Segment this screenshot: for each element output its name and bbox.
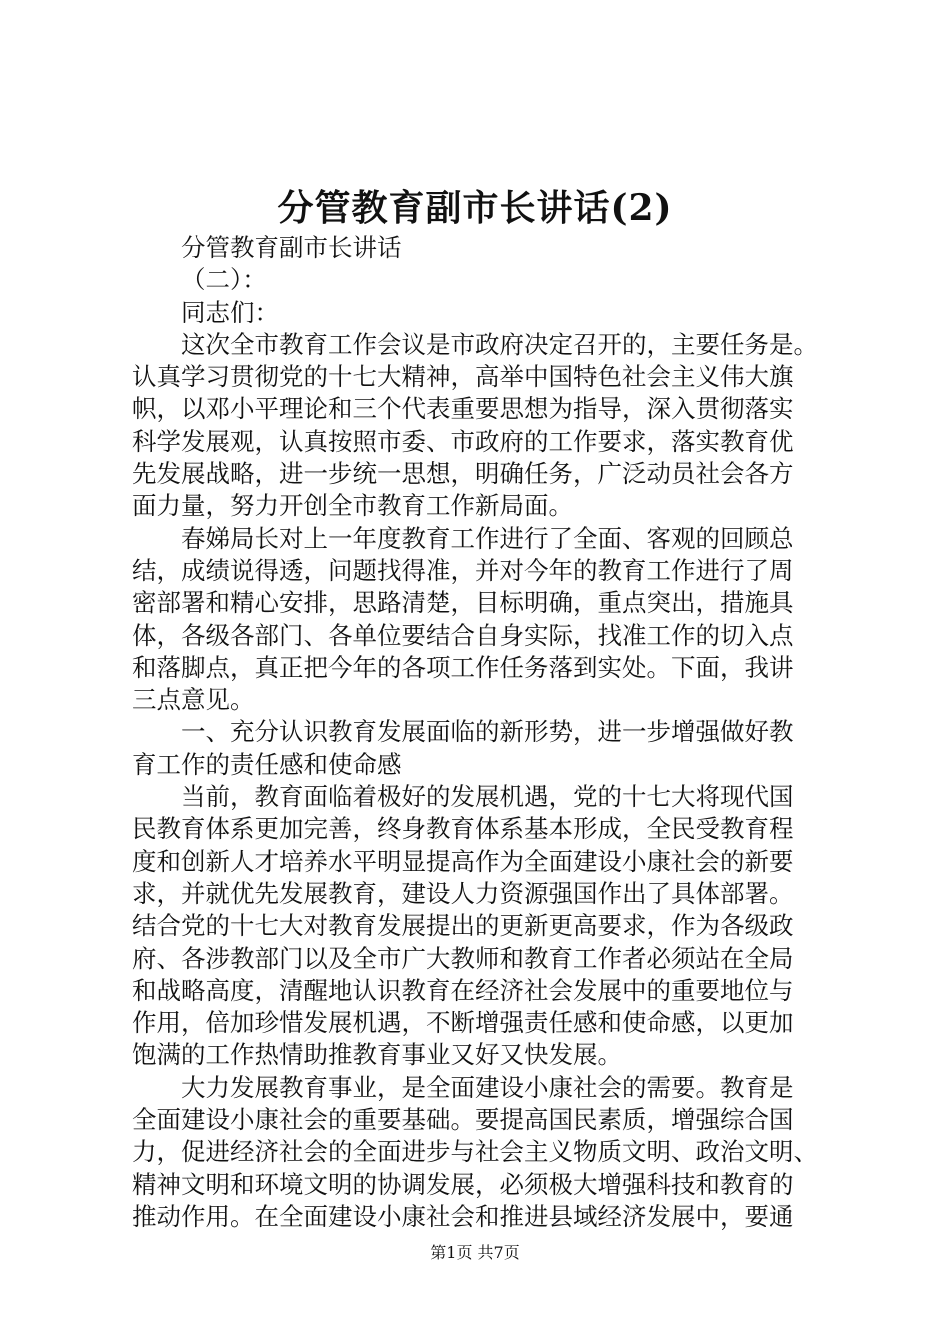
text-line: 结，成绩说得透，问题找得准，并对今年的教育工作进行了周 xyxy=(132,555,794,585)
text-line: 分管教育副市长讲话 xyxy=(181,233,402,262)
text-line: 春娣局长对上一年度教育工作进行了全面、客观的回顾总 xyxy=(181,523,794,553)
text-line: 先发展战略，进一步统一思想，明确任务，广泛动员社会各方 xyxy=(132,459,794,489)
text-line: 作用，倍加珍惜发展机遇，不断增强责任感和使命感，以更加 xyxy=(132,1008,794,1038)
text-line: （二）： xyxy=(181,265,267,295)
text-line: 密部署和精心安排，思路清楚，目标明确，重点突出，措施具 xyxy=(132,588,794,618)
text-line: 一、充分认识教育发展面临的新形势，进一步增强做好教 xyxy=(181,717,794,747)
page-title: 分管教育副市长讲话(2) xyxy=(277,187,673,229)
text-line: 民教育体系更加完善，终身教育体系基本形成，全民受教育程 xyxy=(132,814,794,844)
text-line: 饱满的工作热情助推教育事业又好又快发展。 xyxy=(132,1040,622,1070)
text-line: 帜，以邓小平理论和三个代表重要思想为指导，深入贯彻落实 xyxy=(132,394,794,424)
text-line: 体，各级各部门、各单位要结合自身实际，找准工作的切入点 xyxy=(132,620,794,650)
text-line: 精神文明和环境文明的协调发展，必须极大增强科技和教育的 xyxy=(132,1169,794,1199)
text-line: 当前，教育面临着极好的发展机遇，党的十七大将现代国 xyxy=(181,782,794,812)
text-line: 力，促进经济社会的全面进步与社会主义物质文明、政治文明、 xyxy=(132,1137,818,1167)
text-line: 求，并就优先发展教育，建设人力资源强国作出了具体部署。 xyxy=(132,878,794,908)
text-line: 大力发展教育事业，是全面建设小康社会的需要。教育是 xyxy=(181,1072,794,1102)
text-line: 推动作用。在全面建设小康社会和推进县域经济发展中，要通 xyxy=(132,1201,794,1231)
text-line: 认真学习贯彻党的十七大精神，高举中国特色社会主义伟大旗 xyxy=(132,362,794,392)
text-line: 结合党的十七大对教育发展提出的更新更高要求，作为各级政 xyxy=(132,911,794,941)
text-line: 三点意见。 xyxy=(132,685,255,715)
text-line: 和落脚点，真正把今年的各项工作任务落到实处。下面，我讲 xyxy=(132,652,794,682)
text-line: 这次全市教育工作会议是市政府决定召开的，主要任务是。 xyxy=(181,329,818,359)
text-line: 育工作的责任感和使命感 xyxy=(132,749,402,779)
text-line: 全面建设小康社会的重要基础。要提高国民素质，增强综合国 xyxy=(132,1105,794,1135)
page-footer: 第1页 共7页 xyxy=(430,1243,520,1262)
document-body xyxy=(132,232,852,1233)
text-line: 同志们： xyxy=(181,297,279,327)
text-line: 和战略高度，清醒地认识教育在经济社会发展中的重要地位与 xyxy=(132,975,794,1005)
text-line: 科学发展观，认真按照市委、市政府的工作要求，落实教育优 xyxy=(132,426,794,456)
text-line: 府、各涉教部门以及全市广大教师和教育工作者必须站在全局 xyxy=(132,943,794,973)
text-line: 面力量，努力开创全市教育工作新局面。 xyxy=(132,491,573,521)
text-line: 度和创新人才培养水平明显提高作为全面建设小康社会的新要 xyxy=(132,846,794,876)
